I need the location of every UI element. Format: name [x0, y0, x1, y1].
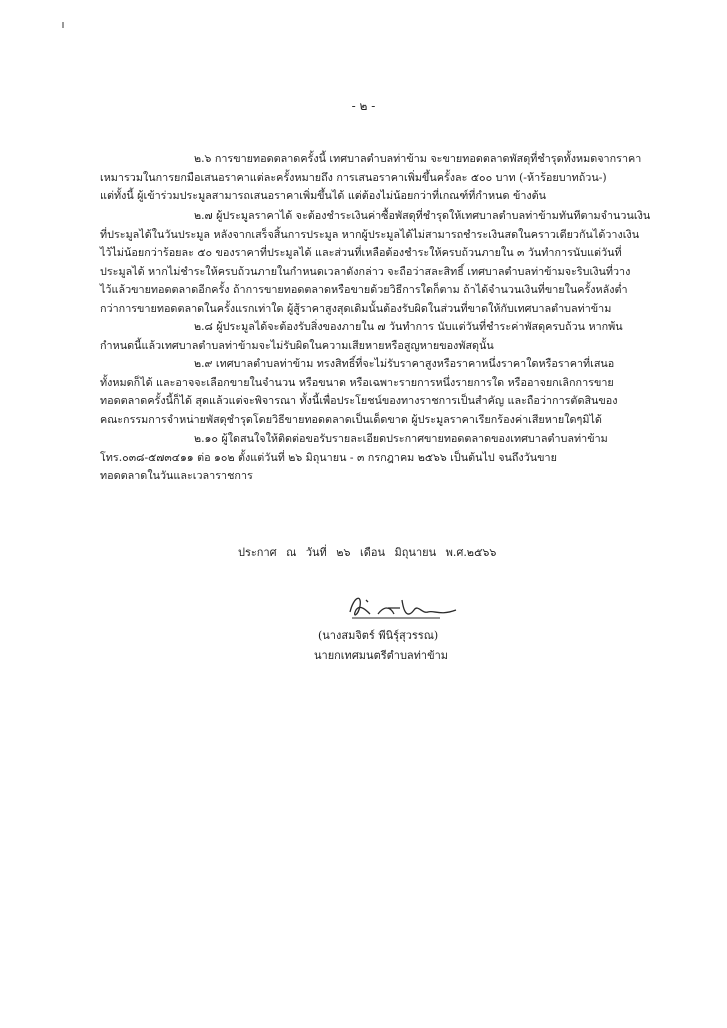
announcement-date: ประกาศ ณ วันที่ ๒๖ เดือน มิถุนายน พ.ศ.๒๕๖๖: [238, 546, 497, 559]
signer-name: (นางสมจิตร์ พีนิรุ์สุวรรณ): [318, 629, 439, 642]
clause-2-7: [100, 207, 668, 318]
text-line: คณะกรรมการจำหน่ายพัสดุชำรุดโดยวิธีขายทอดตลาดเป็นเด็ดขาด ผู้ประมูลราคาเรียกร้องค่าเสียหายใดๆมิได้: [100, 412, 602, 426]
handwritten-signature: [344, 588, 464, 624]
text-line: กำหนดนี้แล้วเทศบาลตำบลท่าข้ามจะไม่รับผิดในความเสียหายหรือสูญหายของพัสดุนั้น: [100, 338, 494, 352]
text-line: กว่าการขายทอดตลาดในครั้งแรกเท่าใด ผู้สู้ราคาสูงสุดเดิมนั้นต้องรับผิดในส่วนที่ขาดให้กับเทศบาลตำบลท่าข้าม: [100, 301, 612, 315]
scan-mark: [62, 22, 64, 28]
text-line: โทร.๐๓๘-๕๗๓๔๑๑ ต่อ ๑๐๒ ตั้งแต่วันที่ ๒๖ มิถุนายน - ๓ กรกฎาคม ๒๕๖๖ เป็นต้นไป จนถึงวันขาย: [100, 450, 557, 464]
text-line: ไว้แล้วขายทอดตลาดอีกครั้ง ถ้าการขายทอดตลาดหรือขายด้วยวิธีการใดก็ตาม ถ้าได้จำนวนเงินที่ขายในครั้งหลังต่ำ: [100, 283, 628, 296]
text-line: เหมารวมในการยกมือเสนอราคาแต่ละครั้งหมายถึง การเสนอราคาเพิ่มขึ้นครั้งละ ๕๐๐ บาท (-ห้าร้อยบาทถ้วน-): [100, 170, 607, 184]
clause-2-10: [100, 430, 668, 486]
signer-title: นายกเทศมนตรีตำบลท่าข้าม: [314, 649, 449, 662]
page-number: - ๒ -: [351, 99, 376, 113]
clause-2-9: [100, 355, 668, 429]
text-line: ประมูลได้ หากไม่ชำระให้ครบถ้วนภายในกำหนดเวลาดังกล่าว จะถือว่าสละสิทธิ์ เทศบาลตำบลท่าข้ามจะริบเงินที่วาง: [100, 264, 631, 278]
text-line: ทอดตลาดในวันและเวลาราชการ: [100, 469, 253, 482]
text-line: ที่ประมูลได้ในวันประมูล หลังจากเสร็จสิ้นการประมูล หากผู้ประมูลได้ไม่สามารถชำระเงินสดในคราวเดียวกันได้วางเงิน: [100, 227, 640, 241]
text-line: แต่ทั้งนี้ ผู้เข้าร่วมประมูลสามารถเสนอราคาเพิ่มขึ้นได้ แต่ต้องไม่น้อยกว่าที่เกณฑ์ที่กำหนด ข้างต้น: [100, 189, 547, 202]
text-line: ไว้ไม่น้อยกว่าร้อยละ ๕๐ ของราคาที่ประมูลได้ และส่วนที่เหลือต้องชำระให้ครบถ้วนภายใน ๓ วันทำการนับแต่วันที่: [100, 246, 622, 259]
text-line: ทอดตลาดครั้งนี้ก็ได้ สุดแล้วแต่จะพิจารณา ทั้งนี้เพื่อประโยชน์ของทางราชการเป็นสำคัญ และถือว่าการตัดสินของ: [100, 394, 618, 407]
text-line: ๒.๗ ผู้ประมูลราคาได้ จะต้องชำระเงินค่าซื้อพัสดุที่ชำรุดให้เทศบาลตำบลท่าข้ามทันทีตามจำนวนเงิน: [194, 209, 651, 222]
clause-2-8: [100, 318, 668, 355]
clause-2-6: [100, 150, 668, 206]
text-line: ๒.๖ การขายทอดตลาดครั้งนี้ เทศบาลตำบลท่าข้าม จะขายทอดตลาดพัสดุที่ชำรุดทั้งหมดจากราคา: [194, 152, 642, 165]
text-line: ๒.๑๐ ผู้ใดสนใจให้ติดต่อขอรับรายละเอียดประกาศขายทอดตลาดของเทศบาลตำบลท่าข้าม: [194, 432, 608, 445]
text-line: ทั้งหมดก็ได้ และอาจจะเลือกขายในจำนวน หรือขนาด หรือเฉพาะรายการหนึ่งรายการใด หรืออาจยกเลิกการขาย: [100, 375, 614, 389]
text-line: ๒.๘ ผู้ประมูลได้จะต้องรับสิ่งของภายใน ๗ วันทำการ นับแต่วันที่ชำระค่าพัสดุครบถ้วน หากพ้น: [194, 320, 623, 333]
text-line: ๒.๙ เทศบาลตำบลท่าข้าม ทรงสิทธิ์ที่จะไม่รับราคาสูงหรือราคาหนึ่งราคาใดหรือราคาที่เสนอ: [194, 357, 615, 370]
